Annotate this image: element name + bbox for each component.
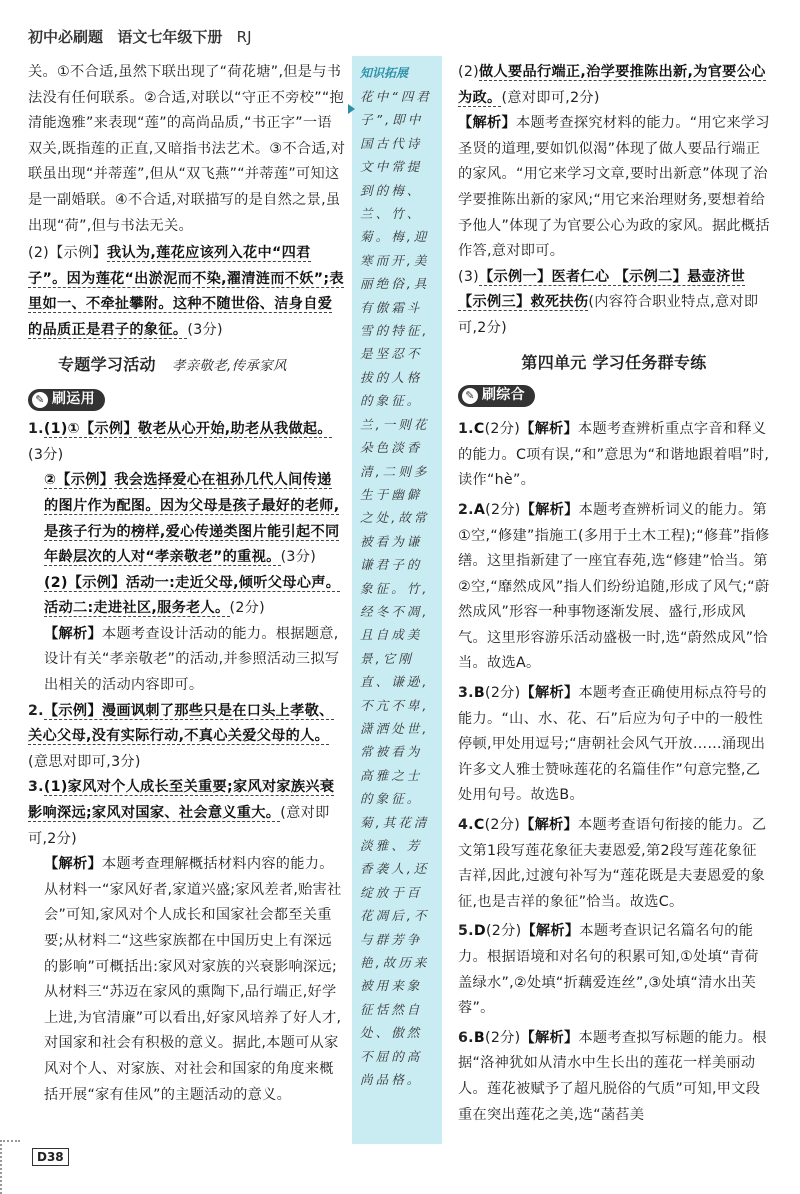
edition-label: RJ (236, 28, 252, 46)
item-num: 3. (458, 685, 474, 702)
subject-title: 语文七年级下册 (117, 28, 223, 46)
answer-2-analysis: 【解析】本题考查探究材料的能力。“用它来学习圣贤的道理,要如饥似渴”体现了做人要品行端正的家风。“用它来学习文章,要时出新意”体现了治学要推陈出新的家风;“用它来治理财务,要想着给予他人”体现了为官要公心为政的家风。据此概括作答,意对即可。 (458, 115, 770, 260)
item-text: 本题考查识记名篇名句的能力。根据语境和对名句的积累可知,①处填“青荷盖绿水”,②处填“折藕爱连丝”,③处填“清水出芙蓉”。 (458, 923, 759, 1017)
section-subtitle: 孝亲敬老,传承家风 (171, 357, 287, 374)
list-item (458, 813, 770, 915)
item-score: (2分) (484, 817, 521, 834)
q3-analysis: 【解析】本题考查理解概括材料内容的能力。从材料一“家风好者,家道兴盛;家风差者,贻害社会”可知,家风对个人成长和国家社会都至关重要;从材料二“这些家族都在中国历史上有深远的影响”可概括出:家风对家族的兴衰影响深远;从材料三“苏迈在家风的熏陶下,品行端正,好学上进,为官清廉”可以看出,好家风培养了好人才,对国家和社会有积极的意义。据此,本题可从家风对个人、对家族、对社会和国家的角度来概括开展“家有佳风”的主题活动的意义。 (44, 856, 342, 1103)
badge-apply: ✎ 刷运用 (28, 389, 105, 411)
item-score: (2分) (485, 685, 521, 702)
q1-part3: (2)【示例】活动一:走近父母,倾听父母心声。活动二:走进社区,服务老人。(2分) (44, 574, 341, 617)
item-tag: 【解析】 (520, 501, 579, 518)
answer-2: (2)【示例】我认为,莲花应该列入花中“四君子”。因为莲花“出淤泥而不染,濯清涟而不妖”;表里如一、不牵扯攀附。这种不随世俗、洁身自爱的品质正是君子的象征。(3分) (28, 245, 344, 338)
answer-list (458, 417, 770, 1128)
item-text: 本题考查辨析重点字音和释义的能力。C项有误,“和”意思为“和谐地跟着唱”时,读作“hè”。 (458, 421, 770, 489)
knowledge-sidebar (352, 56, 442, 1144)
page-number: D38 (32, 1148, 69, 1166)
item-score: (2分) (485, 923, 522, 940)
answer-continued: 关。①不合适,虽然下联出现了“荷花塘”,但是与书法没有任何联系。②合适,对联以“守正不旁校”“抱清能逸雅”来表现“莲”的高尚品质,“书正字”一语双关,既指莲的正直,又暗指书法艺术。③不合适,对联虽出现“并蒂莲”,但从“双飞燕”“并蒂莲”可知这是一副婚联。④不合适,对联描写的是自然之景,虽出现“荷”,但与书法无关。 (28, 64, 346, 234)
pen-icon: ✎ (32, 392, 48, 408)
item-num: 4. (458, 817, 474, 834)
item-score: (2分) (484, 421, 521, 438)
answer-3-right: (3)【示例一】医者仁心 【示例二】悬壶济世 【示例三】救死扶伤(内容符合职业特点,意对即可,2分) (458, 268, 759, 336)
item-text: 本题考查正确使用标点符号的能力。“山、水、花、石”后应为句子中的一般性停顿,甲处用逗号;“唐朝社会风气开放……涌现出许多文人雅士赞咏莲花的名篇佳作”句意完整,乙处用句号。故选B。 (458, 685, 767, 804)
item-ans: C (473, 421, 485, 438)
sidebar-title: 知识拓展 (360, 66, 409, 80)
list-item (458, 1026, 770, 1128)
unit-title: 第四单元 学习任务群专练 (521, 352, 707, 372)
series-title: 初中必刷题 (28, 28, 104, 46)
item-text: 本题考查语句衔接的能力。乙文第1段写莲花象征夫妻恩爱,第2段写莲花象征吉祥,因此,过渡句补写为“莲花既是夫妻恩爱的象征,也是吉祥的象征”恰当。故选C。 (458, 817, 767, 910)
list-item (458, 681, 770, 809)
list-item (458, 498, 770, 677)
item-tag: 【解析】 (520, 421, 579, 438)
item-text: 本题考查辨析词义的能力。第①空,“修建”指施工(多用于土木工程);“修葺”指修缮。这里指新建了一座宜春苑,选“修建”恰当。第②空,“靡然成风”指人们纷纷追随,形成了风气;“蔚然成风”形容一种事物逐渐发展、盛行,形成风气。这里形容游乐活动盛极一时,选“蔚然成风”恰当。故选A。 (458, 501, 770, 672)
item-tag: 【解析】 (520, 1029, 579, 1046)
item-ans: C (473, 817, 485, 834)
q1-part1: 1.(1)①【示例】敬老从心开始,助老从我做起。(3分) (28, 421, 332, 463)
q1-analysis: 【解析】本题考查设计活动的能力。根据题意,设计有关“孝亲敬老”的活动,并参照活动三拟写出相关的活动内容即可。 (44, 625, 340, 694)
item-tag: 【解析】 (521, 923, 580, 940)
answer-2-right: (2)做人要品行端正,治学要推陈出新,为官要公心为政。(意对即可,2分) (458, 64, 766, 106)
list-item (458, 417, 770, 494)
item-ans: D (473, 923, 486, 940)
badge-comprehensive: ✎ 刷综合 (458, 385, 535, 407)
item-num: 5. (458, 923, 474, 940)
running-header (28, 26, 252, 47)
section-title: 专题学习活动 孝亲敬老,传承家风 (58, 354, 287, 374)
page-corner-mark (0, 1140, 20, 1194)
item-ans: B (473, 1029, 485, 1046)
q2: 2.【示例】漫画讽刺了那些只是在口头上孝敬、关心父母,没有实际行动,不真心关爱父母的人。(意思对即可,3分) (28, 702, 334, 770)
item-tag: 【解析】 (520, 817, 579, 834)
item-num: 1. (458, 421, 474, 438)
item-score: (2分) (485, 501, 521, 518)
item-num: 2. (458, 501, 474, 518)
right-column (458, 60, 770, 1128)
q3: 3.(1)家风对个人成长至关重要;家风对家族兴衰影响深远;家风对国家、社会意义重大。(意对即可,2分) (28, 779, 335, 847)
item-tag: 【解析】 (520, 685, 579, 702)
item-text: 本题考查拟写标题的能力。根据“洛神犹如从清水中生长出的莲花一样美丽动人。莲花被赋予了超凡脱俗的气质”可知,甲文段重在突出莲花之美,选“菡萏美 (458, 1029, 767, 1123)
item-ans: B (473, 685, 485, 702)
item-score: (2分) (485, 1029, 521, 1046)
item-ans: A (473, 501, 486, 518)
left-column (28, 60, 346, 1108)
q1-part2: ②【示例】我会选择爱心在祖孙几代人间传递的图片作为配图。因为父母是孩子最好的老师,是孩子行为的榜样,爱心传递类图片能引起不同年龄层次的人对“孝亲敬老”的重视。(3分) (44, 472, 340, 566)
sidebar-body: 花中“四君子”,即中国古代诗文中常提到的梅、兰、竹、菊。梅,迎寒而开,美丽绝俗,具有傲霜斗雪的特征,是坚忍不拔的人格的象征。兰,一则花朵色淡香清,二则多生于幽僻之处,故常被看为谦谦君子的象征。竹,经冬不凋,且自成美景,它刚直、谦逊,不亢不卑,潇洒处世,常被看为高雅之士的象征。菊,其花清淡雅、芳香袭人,还绽放于百花凋后,不与群芳争艳,故历来被用来象征恬然自处、傲然不屈的高尚品格。 (360, 89, 432, 1088)
item-num: 6. (458, 1029, 474, 1046)
arrow-icon (348, 104, 355, 114)
list-item (458, 919, 770, 1021)
pen-icon: ✎ (462, 388, 478, 404)
